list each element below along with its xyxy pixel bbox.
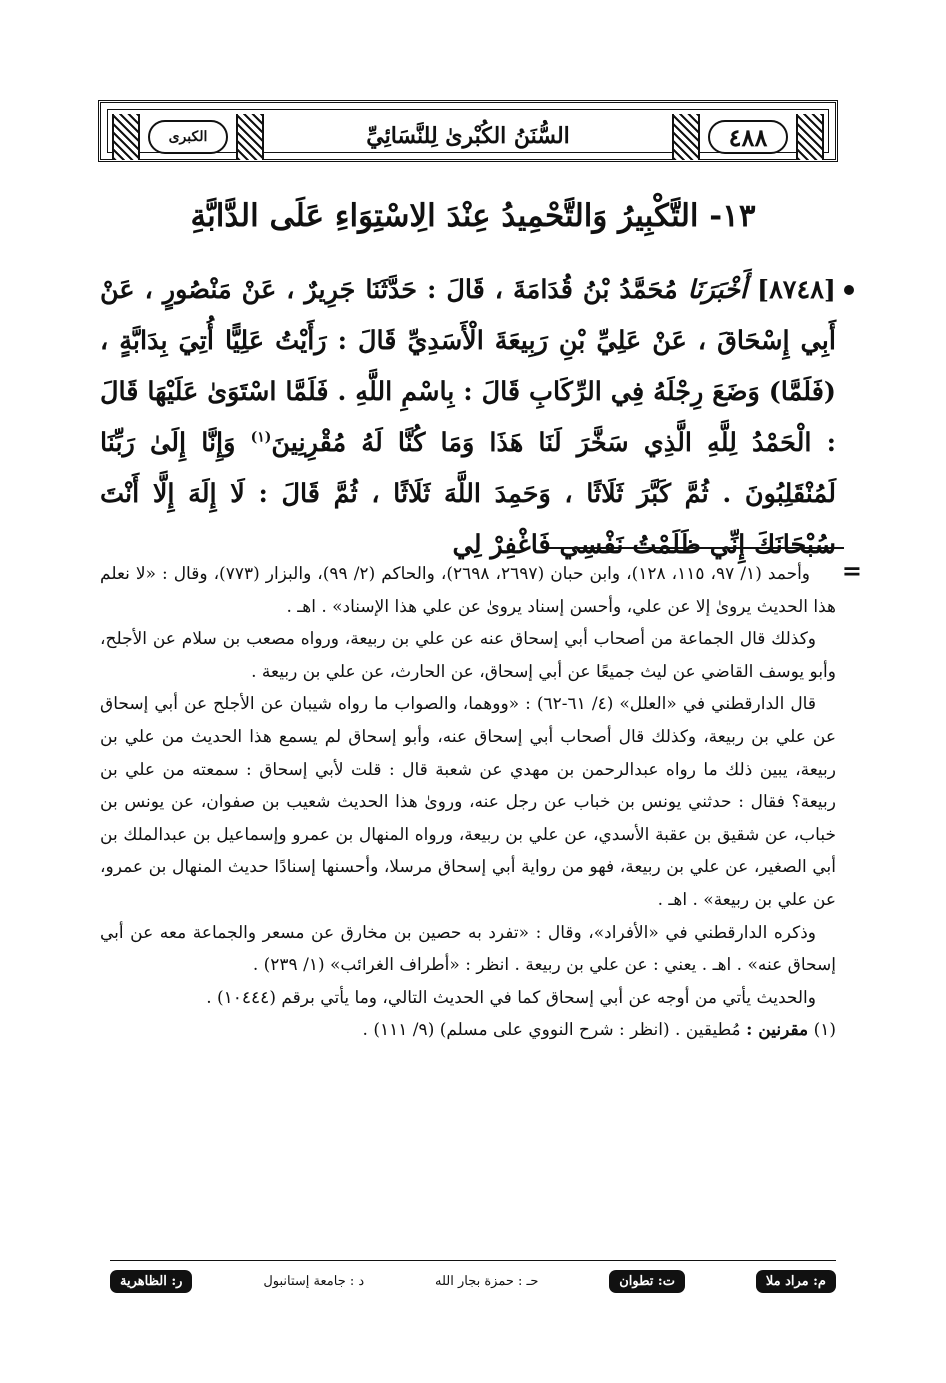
footer-rule [110,1260,836,1261]
note-paragraph: وكذلك قال الجماعة من أصحاب أبي إسحاق عنه عن علي بن ربيعة، ورواه مصعب بن سلام عن الأجلح، وأبو يوسف القاضي عن ليث جميعًا عن أبي إسحاق، عن الحارث، عن علي بن ربيعة . [100,629,836,682]
hadith-text [100,265,836,571]
chapter-title: ١٣- التَّكْبِيرُ وَالتَّحْمِيدُ عِنْدَ الِاسْتِوَاءِ عَلَى الدَّابَّةِ [190,198,756,234]
footnote-text: مُطيقين . (انظر : شرح النووي على مسلم) (٩/ ١١١) . [362,1020,741,1041]
notes-separator [544,547,844,549]
banner-frame [107,109,829,153]
footnote-term: مقرنين : [746,1020,809,1041]
running-title: السُّنَنُ الكُبْرىٰ لِلنَّسَائِيِّ [366,123,570,149]
ornament-right-inner-icon [672,114,700,160]
ornament-right-icon [796,114,824,160]
manuscript-tag-zahiriyya: ر: الظاهرية [110,1270,192,1293]
note-paragraph: والحديث يأتي من أوجه عن أبي إسحاق كما في الحديث التالي، وما يأتي برقم (١٠٤٤٤) . [206,987,816,1008]
footnote-ref[interactable]: (١) [250,429,272,446]
hadith-text-part2: وَإِنَّا إِلَىٰ رَبِّنَا لَمُنْقَلِبُونَ . ثُمَّ كَبَّرَ ثَلَاثًا ، وَحَمِدَ اللَّهَ ثَلَاثًا ، ثُمَّ قَالَ : لَا إِلَهَ إِلَّا أَنْتَ سُبْحَانَكَ إِنِّي ظَلَمْتُ نَفْسِي فَاغْفِرْ لِي [100,428,836,560]
note-paragraph: وذكره الدارقطني في «الأفراد»، وقال : «تفرد به حصين بن مخارق عن مسعر والجماعة معه عن أبي إسحاق عنه» . اهـ . يعني : عن علي بن ربيعة . انظر : «أطراف الغرائب» (١/ ٢٣٩) . [100,922,836,976]
footnote-entry [100,1014,836,1047]
manuscript-hamza: حـ : حمزة بجار الله [435,1273,539,1289]
page-number-cartouche [708,120,788,154]
seal-cartouche [148,120,228,154]
seal-text: الكبرى [168,129,208,145]
ornament-left-icon [112,114,140,160]
continuation-mark: = [841,556,862,585]
footnotes-section [100,558,836,1047]
page-number: ٤٨٨ [728,122,768,152]
ornament-left-inner-icon [236,114,264,160]
footnote-marker: (١) [813,1020,836,1041]
bullet-icon [844,285,854,295]
hadith-text-part1: مُحَمَّدُ بْنُ قُدَامَةَ ، قَالَ : حَدَّثَنَا جَرِيرٌ ، عَنْ مَنْصُورٍ ، عَنْ أَبِي إِسْحَاقَ ، عَنْ عَلِيِّ بْنِ رَبِيعَةَ الْأَسَدِيِّ قَالَ : رَأَيْتُ عَلِيًّا أُتِيَ بِدَابَّةٍ ، (فَلَمَّا) وَضَعَ رِجْلَهُ فِي الرِّكَابِ قَالَ : بِاسْمِ اللَّهِ . فَلَمَّا اسْتَوَىٰ عَلَيْهَا قَالَ : الْحَمْدُ لِلَّهِ الَّذِي سَخَّرَ لَنَا هَذَا وَمَا كُنَّا لَهُ مُقْرِنِينَ [100,275,836,458]
note-paragraph: قال الدارقطني في «العلل» (٤/ ٦١-٦٢) : «ووهما، والصواب ما رواه شيبان عن الأجلح عن أبي إسحاق عن علي بن ربيعة، وكذلك قال أصحاب أبي إسحاق عنه، وأبو إسحاق لم يسمع هذا الحديث من علي بن ربيعة، يبين ذلك ما رواه عبدالرحمن بن مهدي عن شعبة قال : قلت لأبي إسحاق : سمعته من علي بن ربيعة؟ فقال : حدثني يونس بن خباب عن رجل عنه، وروىٰ هذا الحديث شعيب بن صفوان، عن يونس بن خباب، عن شقيق بن عقبة الأسدي، عن علي بن ربيعة، ورواه المنهال بن عمرو وإسماعيل بن عبدالملك بن أبي الصغير، عن علي بن ربيعة، فهو من رواية أبي إسحاق مرسلا، وأحسنها إسنادًا حديث المنهال بن عمرو، عن علي بن ربيعة» . اهـ . [100,694,836,910]
manuscript-istanbul: د : جامعة إستانبول [263,1273,365,1289]
hadith-opening: أَخْبَرَنَا [687,275,748,305]
manuscript-footer [110,1266,836,1296]
hadith-number: [٨٧٤٨] [757,275,836,305]
note-paragraph: وأحمد (١/ ٩٧، ١١٥، ١٢٨)، وابن حبان (٢٦٩٧، ٢٦٩٨)، والحاكم (٢/ ٩٩)، والبزار (٧٧٣)، وقال : «لا نعلم هذا الحديث يروىٰ إلا عن علي، وأحسن إسناد يروىٰ عن علي هذا الإسناد» . اهـ . [100,564,836,617]
manuscript-tag-murad-mulla: م: مراد ملا [756,1270,836,1293]
manuscript-tag-tetouan: ت: تطوان [609,1270,685,1293]
header-banner [98,100,838,162]
